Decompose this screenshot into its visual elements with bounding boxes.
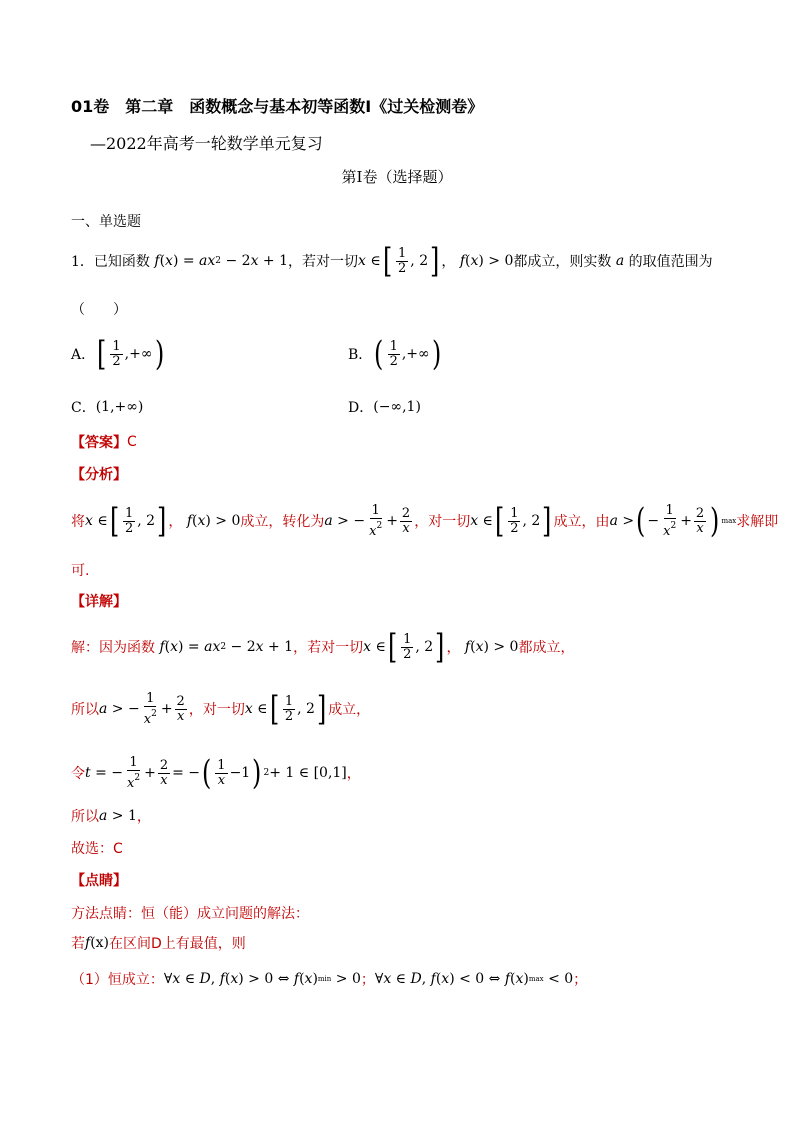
comment-line-2: 若 f (x) 在区间D上有最值，则	[71, 935, 246, 952]
answer-label: 【答案】	[71, 435, 127, 451]
section-heading: 一、单选题	[71, 214, 141, 230]
option-a: A． [ $\frac{1}{2}$ ,+∞ )	[71, 334, 164, 374]
detail-line-5: 故选：C	[71, 841, 123, 857]
option-c: C． (1,+∞)	[71, 399, 144, 416]
option-b: B． ( $\frac{1}{2}$ ,+∞ )	[348, 334, 441, 374]
answer-paren: （ ）	[71, 302, 127, 318]
detail-label: 【详解】	[71, 594, 127, 610]
analysis-tail: 可.	[71, 563, 90, 579]
comment-label: 【点睛】	[71, 873, 127, 889]
analysis-label: 【分析】	[71, 467, 127, 483]
option-d-math: (−∞,1)	[373, 399, 421, 415]
comment-line-3: （1）恒成立： ∀ x ∈ D , f ( x ) > 0 ⇔ f ( x ) min > 0 ； ∀ x ∈ D , f ( x ) < 0 ⇔ f ( x ) max < 0 ；	[71, 971, 588, 988]
detail-line-1: 解：因为函数 f ( x ) = ax 2 − 2 x + 1 ，若对一切 x ∈ [ $\frac{1}{2}$ , 2 ] ， f ( x ) > 0 都成立，	[71, 627, 575, 667]
detail-line-4: 所以 a > 1 ，	[71, 808, 151, 825]
answer-value: C	[127, 434, 137, 450]
question-number: 1．	[71, 254, 94, 270]
option-d: D． (−∞,1)	[348, 399, 421, 416]
analysis-text: 将 x ∈ [ $\frac{1}{2}$ , 2 ] ， f ( x ) > 0 成立，转化为 a > − $\frac{1}{x^2}$ + $\frac{2}{x}$ ，对一切 x ∈ [ $\frac{1}{2}$ , 2 ] 成立，由 a > ( − $\frac{1}{x^2}$ + $\frac{2}{x}$ ) max 求解即	[71, 501, 779, 541]
detail-line-3: 令 t = − $\frac{1}{x^2}$ + $\frac{2}{x}$ = − ( $\frac{1}{x}$ −1 ) 2 + 1 ∈ [0,1] ，	[71, 753, 361, 793]
document-subtitle: —2022年高考一轮数学单元复习	[90, 134, 323, 153]
function-formula: f ( x ) = ax 2 − 2 x + 1	[154, 253, 289, 269]
volume-heading: 第Ⅰ卷（选择题）	[341, 168, 453, 186]
interval-formula: x ∈ [ $\frac{1}{2}$ , 2 ]	[358, 241, 440, 281]
option-c-math: (1,+∞)	[95, 399, 144, 415]
option-b-math: ( $\frac{1}{2}$ ,+∞ )	[374, 334, 441, 374]
answer-line	[71, 432, 137, 452]
comment-line-1: 方法点睛：恒（能）成立问题的解法：	[71, 906, 309, 922]
detail-line-2: 所以 a > − $\frac{1}{x^2}$ + $\frac{2}{x}$ ，对一切 x ∈ [ $\frac{1}{2}$ , 2 ] 成立，	[71, 689, 371, 729]
document-title: 01卷 第二章 函数概念与基本初等函数Ⅰ《过关检测卷》	[71, 97, 484, 116]
question-stem: 1． 已知函数 f ( x ) = ax 2 − 2 x + 1 ，若对一切 x ∈ [ $\frac{1}{2}$ , 2 ] ， f ( x ) > 0 都成立，则实数 a 的取值范围为	[71, 241, 713, 281]
option-a-math: [ $\frac{1}{2}$ ,+∞ )	[97, 334, 164, 374]
